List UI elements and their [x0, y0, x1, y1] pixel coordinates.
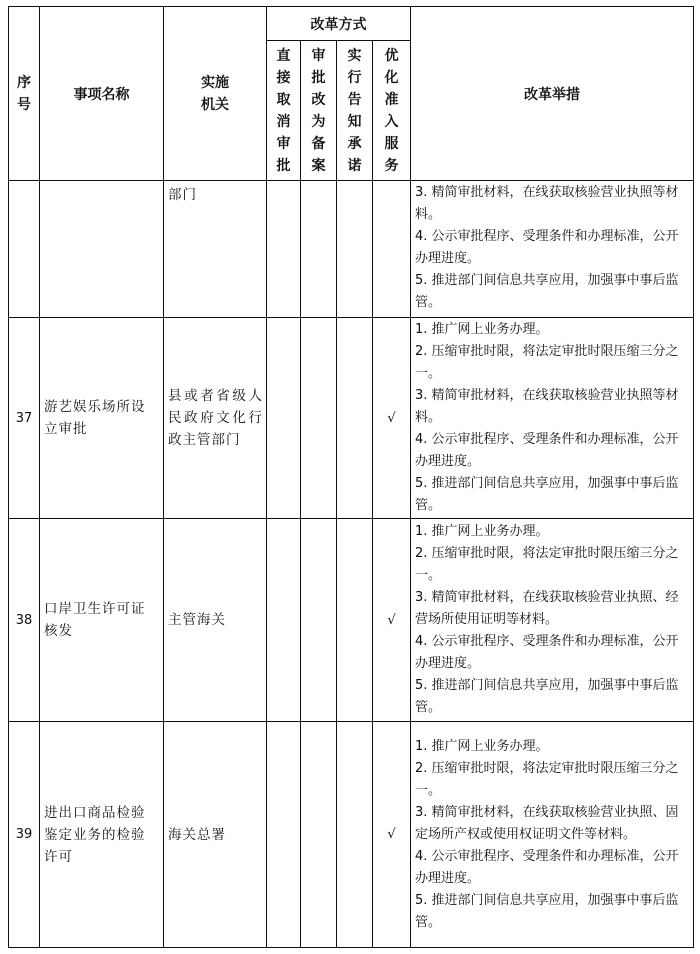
reform-table	[8, 6, 694, 948]
check-optimize: √	[373, 722, 411, 948]
table-row	[9, 722, 694, 948]
measure-line: 3. 精简审批材料，在线获取核验营业执照、固定场所产权或使用权证明文件等材料。	[415, 804, 679, 842]
check-optimize: √	[373, 318, 411, 519]
item-name: 游艺娱乐场所设立审批	[40, 318, 164, 519]
row-number: 38	[9, 519, 40, 722]
agency: 部门	[164, 181, 267, 318]
header-agency: 实施机关	[164, 7, 267, 181]
measures-cell	[411, 181, 694, 318]
check-cancel	[267, 722, 301, 948]
check-commitment	[337, 318, 373, 519]
header-item-name: 事项名称	[40, 7, 164, 181]
header-method-cancel: 直接取消审批	[267, 41, 301, 181]
measures-cell	[411, 722, 694, 948]
header-reform-method: 改革方式	[267, 7, 411, 41]
item-name	[40, 181, 164, 318]
check-optimize	[373, 181, 411, 318]
measure-line: 1. 推广网上业务办理。	[415, 738, 549, 754]
table-body	[9, 181, 694, 948]
table-row	[9, 519, 694, 722]
measure-line: 1. 推广网上业务办理。	[415, 322, 549, 337]
check-filing	[301, 181, 337, 318]
header-method-commitment: 实行告知承诺	[337, 41, 373, 181]
measure-line: 5. 推进部门间信息共享应用，加强事中事后监管。	[415, 273, 679, 310]
measure-line: 2. 压缩审批时限，将法定审批时限压缩三分之一。	[415, 760, 679, 798]
measure-line: 3. 精简审批材料，在线获取核验营业执照等材料。	[415, 388, 679, 425]
check-filing	[301, 519, 337, 722]
check-commitment	[337, 722, 373, 948]
measure-line: 3. 精简审批材料，在线获取核验营业执照、经营场所使用证明等材料。	[415, 590, 679, 627]
header-measures: 改革举措	[411, 7, 694, 181]
row-number	[9, 181, 40, 318]
agency: 海关总署	[164, 722, 267, 948]
check-cancel	[267, 181, 301, 318]
check-commitment	[337, 519, 373, 722]
measure-line: 4. 公示审批程序、受理条件和办理标准，公开办理进度。	[415, 432, 679, 469]
measure-line: 4. 公示审批程序、受理条件和办理标准，公开办理进度。	[415, 634, 679, 671]
measure-line: 3. 精简审批材料，在线获取核验营业执照等材料。	[415, 185, 679, 222]
item-name: 口岸卫生许可证核发	[40, 519, 164, 722]
table-row	[9, 181, 694, 318]
measures-cell	[411, 318, 694, 519]
measure-line: 1. 推广网上业务办理。	[415, 524, 549, 539]
check-cancel	[267, 519, 301, 722]
measure-line: 2. 压缩审批时限，将法定审批时限压缩三分之一。	[415, 546, 679, 583]
check-filing	[301, 722, 337, 948]
row-number: 37	[9, 318, 40, 519]
measure-line: 5. 推进部门间信息共享应用，加强事中事后监管。	[415, 678, 679, 715]
agency: 主管海关	[164, 519, 267, 722]
measures-cell	[411, 519, 694, 722]
measure-line: 5. 推进部门间信息共享应用，加强事中事后监管。	[415, 476, 679, 513]
agency: 县或者省级人民政府文化行政主管部门	[164, 318, 267, 519]
check-filing	[301, 318, 337, 519]
header-method-filing: 审批改为备案	[301, 41, 337, 181]
measure-line: 5. 推进部门间信息共享应用，加强事中事后监管。	[415, 892, 679, 930]
measure-line: 4. 公示审批程序、受理条件和办理标准，公开办理进度。	[415, 848, 679, 886]
measure-line: 2. 压缩审批时限，将法定审批时限压缩三分之一。	[415, 344, 679, 381]
check-optimize: √	[373, 519, 411, 722]
check-cancel	[267, 318, 301, 519]
table-row	[9, 318, 694, 519]
measure-line: 4. 公示审批程序、受理条件和办理标准，公开办理进度。	[415, 229, 679, 266]
item-name: 进出口商品检验鉴定业务的检验许可	[40, 722, 164, 948]
header-seq: 序号	[9, 7, 40, 181]
header-method-optimize: 优化准入服务	[373, 41, 411, 181]
check-commitment	[337, 181, 373, 318]
row-number: 39	[9, 722, 40, 948]
